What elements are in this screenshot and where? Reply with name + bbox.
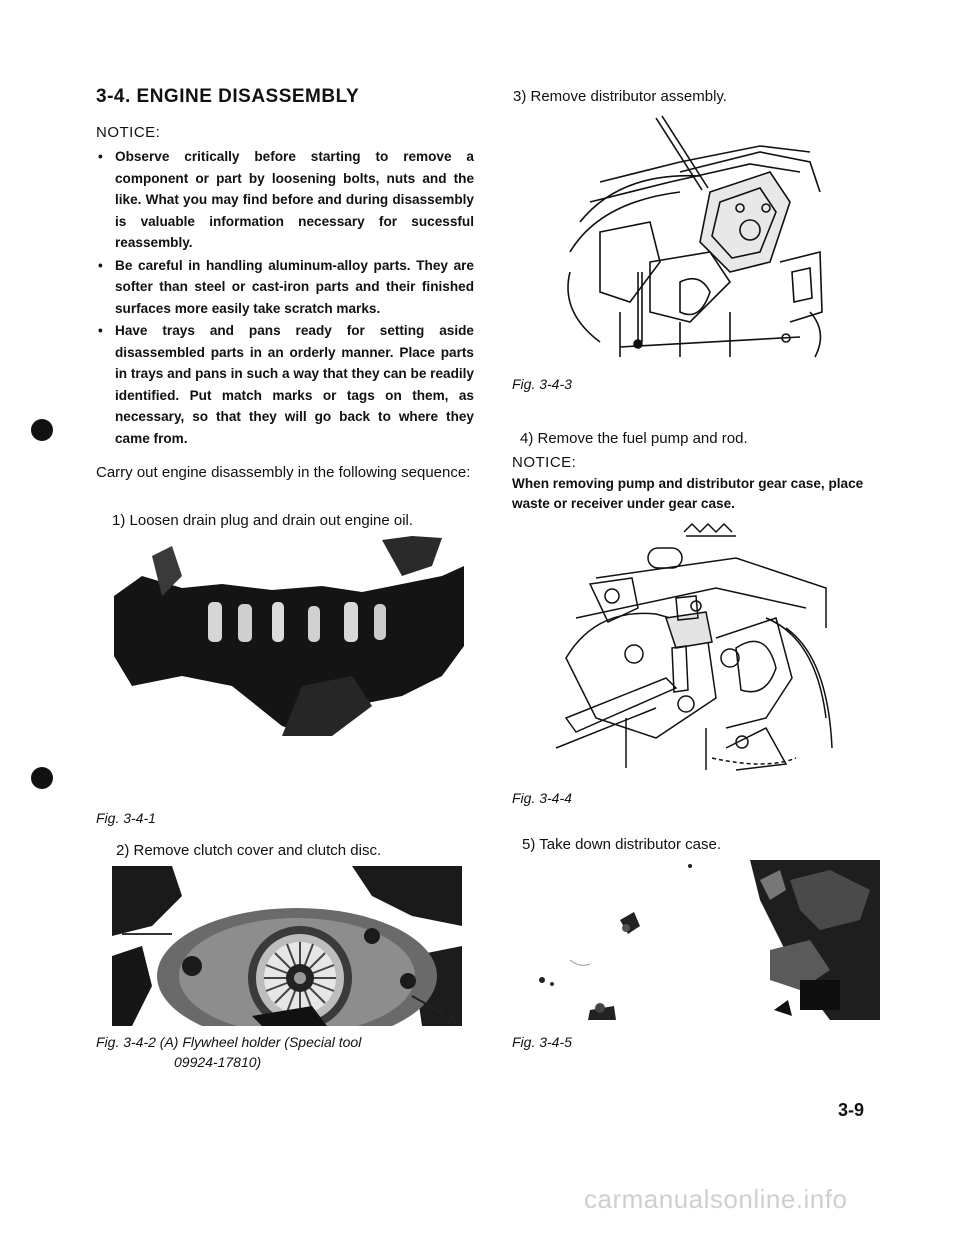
punch-hole-bottom: [31, 767, 53, 789]
step-4-text: 4) Remove the fuel pump and rod.: [520, 430, 748, 447]
step-2-text: 2) Remove clutch cover and clutch disc.: [116, 842, 382, 859]
fig-3-4-2-photo: [112, 866, 462, 1026]
fig-3-4-3-illustration: [560, 112, 830, 362]
intro-text: Carry out engine disassembly in the following sequence:: [96, 464, 471, 481]
fig-3-4-4-caption: Fig. 3-4-4: [512, 790, 572, 806]
fig-3-4-2-caption: Fig. 3-4-2 (A) Flywheel holder (Special tool: [96, 1034, 362, 1050]
step-1-text: 1) Loosen drain plug and drain out engine oil.: [112, 512, 414, 529]
fig-3-4-2-label-a: A: [448, 1013, 457, 1026]
notice-label-right: NOTICE:: [512, 454, 577, 471]
fig-3-4-4-illustration: [536, 518, 836, 774]
notice-list: [96, 146, 474, 450]
notice-item: • Observe critically before starting to remove a component or part by loosening bolts, nuts and the like. What you may find before and during disassembly is valuable information necessary for sucessful reassembly.: [96, 146, 474, 254]
notice-item: • Have trays and pans ready for setting aside disassembled parts in an orderly manner. Place parts in trays and pans in such a way that they can be readily identified. Put match marks or tags on them, as necessary, so that they will go back to where they came from.: [96, 320, 474, 449]
step-3-text: 3) Remove distributor assembly.: [513, 88, 727, 105]
page-number: 3-9: [838, 1100, 865, 1120]
watermark: carmanualsonline.info: [584, 1184, 848, 1214]
fig-3-4-2-caption-line2: 09924-17810): [174, 1054, 262, 1070]
notice-label: NOTICE:: [96, 124, 161, 141]
fig-3-4-5-photo: [530, 860, 880, 1020]
fig-3-4-3-caption: Fig. 3-4-3: [512, 376, 572, 392]
punch-hole-top: [31, 419, 53, 441]
fig-3-4-5-caption: Fig. 3-4-5: [512, 1034, 572, 1050]
section-title: 3-4. ENGINE DISASSEMBLY: [96, 86, 360, 107]
step-5-text: 5) Take down distributor case.: [522, 836, 721, 853]
notice-text-right: When removing pump and distributor gear case, place waste or receiver under gear case.: [512, 476, 864, 511]
fig-3-4-1-photo: [112, 536, 466, 740]
fig-3-4-1-caption: Fig. 3-4-1: [96, 810, 156, 826]
notice-item: • Be careful in handling aluminum-alloy parts. They are softer than steel or cast-iron parts and their finished surfaces more easily take scratch marks.: [96, 255, 474, 320]
